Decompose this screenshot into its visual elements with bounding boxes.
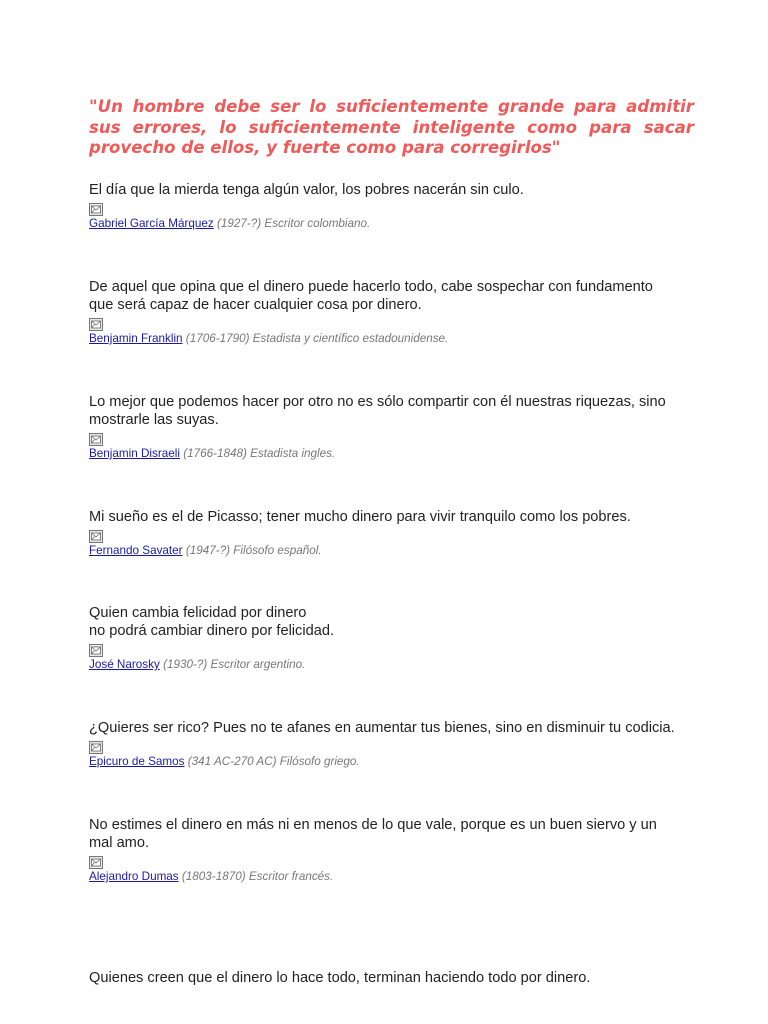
quote-text: Quien cambia felicidad por dinero no podrá cambiar dinero por felicidad. (89, 605, 334, 639)
envelope-icon[interactable] (89, 856, 103, 869)
author-description: (1947-?) Filósofo español. (185, 544, 322, 557)
author-description: (1766-1848) Estadista ingles. (183, 447, 336, 460)
quote-text: Lo mejor que podemos hacer por otro no es sólo compartir con él nuestras riquezas, sino mostrarle las suyas. (89, 394, 666, 428)
quote-item (89, 393, 694, 461)
envelope-icon[interactable] (89, 530, 103, 543)
author-link[interactable]: Benjamin Franklin (89, 332, 183, 345)
quote-item (89, 278, 694, 346)
author-description: (1930-?) Escritor argentino. (163, 658, 306, 671)
author-link[interactable]: Alejandro Dumas (89, 870, 179, 883)
attribution (89, 544, 694, 558)
author-description: (341 AC-270 AC) Filósofo griego. (187, 755, 360, 768)
author-link[interactable]: Benjamin Disraeli (89, 447, 180, 460)
quote-item (89, 816, 694, 884)
quote-item (89, 181, 694, 231)
quote-item (89, 508, 694, 558)
headline-quote: "Un hombre debe ser lo suficientemente grande para admitir sus errores, lo suficientemente inteligente como para sacar provecho de ellos, y fuerte como para corregirlos" (89, 97, 694, 157)
author-description: (1803-1870) Escritor francés. (181, 870, 334, 883)
quote-item (89, 719, 694, 769)
quote-text: ¿Quieres ser rico? Pues no te afanes en aumentar tus bienes, sino en disminuir tu codicia. (89, 720, 675, 736)
author-description: (1927-?) Escritor colombiano. (216, 217, 371, 230)
quote-text: El día que la mierda tenga algún valor, los pobres nacerán sin culo. (89, 182, 524, 198)
author-link[interactable]: Fernando Savater (89, 544, 183, 557)
quote-text: No estimes el dinero en más ni en menos de lo que vale, porque es un buen siervo y un mal amo. (89, 817, 657, 851)
quote-item (89, 604, 694, 672)
page-content (89, 97, 694, 159)
author-description: (1706-1790) Estadista y científico estadounidense. (185, 332, 449, 345)
attribution (89, 658, 694, 672)
attribution (89, 447, 694, 461)
author-link[interactable]: José Narosky (89, 658, 160, 671)
envelope-icon[interactable] (89, 433, 103, 446)
envelope-icon[interactable] (89, 203, 103, 216)
attribution (89, 332, 694, 346)
attribution (89, 870, 694, 884)
quote-item (89, 969, 694, 987)
attribution (89, 217, 694, 231)
quote-text: Mi sueño es el de Picasso; tener mucho dinero para vivir tranquilo como los pobres. (89, 509, 631, 525)
author-link[interactable]: Gabriel García Márquez (89, 217, 214, 230)
quote-text: Quienes creen que el dinero lo hace todo, terminan haciendo todo por dinero. (89, 970, 591, 986)
envelope-icon[interactable] (89, 644, 103, 657)
author-link[interactable]: Epicuro de Samos (89, 755, 185, 768)
envelope-icon[interactable] (89, 741, 103, 754)
attribution (89, 755, 694, 769)
envelope-icon[interactable] (89, 318, 103, 331)
quote-text: De aquel que opina que el dinero puede hacerlo todo, cabe sospechar con fundamento que será capaz de hacer cualquier cosa por dinero. (89, 279, 653, 313)
